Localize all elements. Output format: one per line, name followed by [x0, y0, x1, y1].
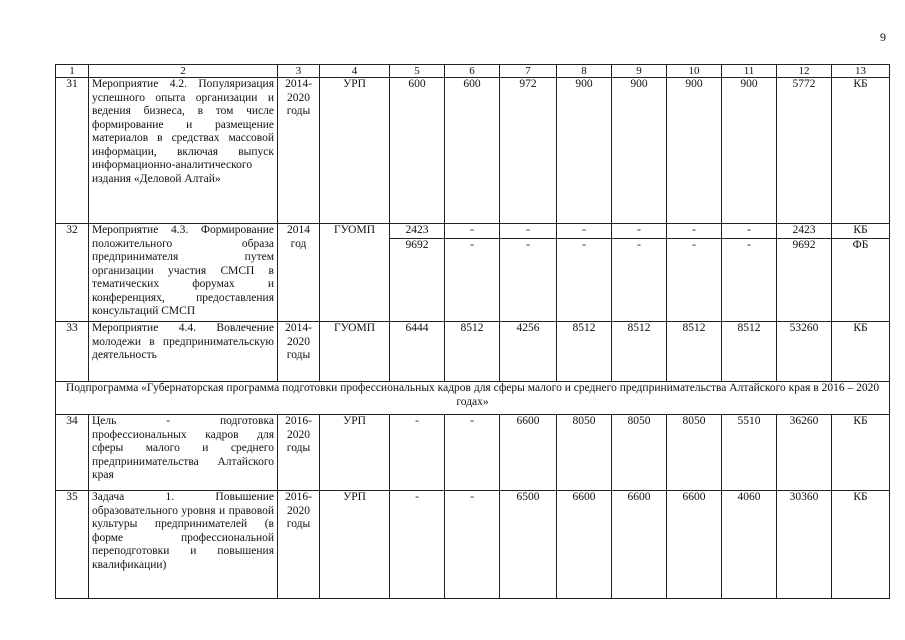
column-header: 10: [667, 65, 722, 78]
column-header: 1: [56, 65, 89, 78]
value-line: -: [612, 238, 666, 253]
funding-source: КБ: [832, 491, 890, 599]
activity-description: Мероприятие 4.4. Вовлечение молодежи в предпринимательскую деятельность: [89, 322, 278, 382]
value-cell: 972: [500, 78, 557, 224]
column-number-row: [56, 65, 890, 78]
value-line: -: [722, 238, 776, 253]
period: 2014-2020 годы: [278, 78, 320, 224]
value-cell: 8512: [445, 322, 500, 382]
value-cell: 4256: [500, 322, 557, 382]
source-line: КБ: [853, 224, 868, 236]
value-line: -: [692, 224, 696, 236]
column-header: 11: [722, 65, 777, 78]
value-cell: 8050: [667, 415, 722, 491]
value-cell: 900: [557, 78, 612, 224]
value-line: -: [500, 238, 556, 253]
value-cell: [390, 224, 445, 322]
value-cell: 8512: [667, 322, 722, 382]
value-line: -: [667, 238, 721, 253]
value-cell: 900: [667, 78, 722, 224]
value-cell: [557, 224, 612, 322]
value-cell: 8512: [722, 322, 777, 382]
total-line: 2423: [792, 224, 816, 236]
value-line: -: [470, 224, 474, 236]
value-cell: [445, 224, 500, 322]
value-cell: [667, 224, 722, 322]
value-cell: [500, 224, 557, 322]
activity-description: Цель - подготовка профессиональных кадров для сферы малого и среднего предпринимательства Алтайского края: [89, 415, 278, 491]
table-row: [56, 415, 890, 491]
value-cell: 600: [390, 78, 445, 224]
value-cell: -: [390, 415, 445, 491]
funding-source: КБ: [832, 415, 890, 491]
source-line: ФБ: [832, 238, 889, 253]
total-cell: [777, 224, 832, 322]
funding-source: КБ: [832, 78, 890, 224]
value-line: -: [747, 224, 751, 236]
program-table: [55, 64, 890, 599]
value-line: -: [526, 224, 530, 236]
row-number: 34: [56, 415, 89, 491]
column-header: 12: [777, 65, 832, 78]
value-cell: 900: [612, 78, 667, 224]
page-number: 9: [880, 30, 886, 44]
value-cell: 900: [722, 78, 777, 224]
table-row: [56, 78, 890, 224]
executor: УРП: [320, 78, 390, 224]
row-number: 33: [56, 322, 89, 382]
value-line: -: [557, 238, 611, 253]
total-cell: 36260: [777, 415, 832, 491]
table-row: [56, 224, 890, 322]
table-row: [56, 322, 890, 382]
value-cell: 600: [445, 78, 500, 224]
value-cell: 8050: [557, 415, 612, 491]
value-line: -: [582, 224, 586, 236]
subprogram-title: Подпрограмма «Губернаторская программа подготовки профессиональных кадров для сферы малого и среднего предпринимательства Алтайского края в 2016 – 2020 годах»: [56, 382, 890, 415]
period: 2014 год: [278, 224, 320, 322]
value-cell: -: [445, 491, 500, 599]
value-line: 9692: [390, 238, 444, 253]
value-cell: [722, 224, 777, 322]
column-header: 6: [445, 65, 500, 78]
period: 2014-2020 годы: [278, 322, 320, 382]
executor: УРП: [320, 415, 390, 491]
value-cell: 6600: [667, 491, 722, 599]
total-cell: 30360: [777, 491, 832, 599]
period: 2016-2020 годы: [278, 491, 320, 599]
column-header: 4: [320, 65, 390, 78]
activity-description: Задача 1. Повышение образовательного уровня и правовой культуры предпринимателей (в форме профессиональной переподготовки и повышения квалификации): [89, 491, 278, 599]
activity-description: Мероприятие 4.2. Популяризация успешного опыта организации и ведения бизнеса, в том числе формирование и размещение материалов в средствах массовой информации, включая выпуск информационно-аналитического издания «Деловой Алтай»: [89, 78, 278, 224]
value-line: -: [637, 224, 641, 236]
executor: ГУОМП: [320, 224, 390, 322]
funding-source: [832, 224, 890, 322]
period: 2016-2020 годы: [278, 415, 320, 491]
column-header: 13: [832, 65, 890, 78]
executor: ГУОМП: [320, 322, 390, 382]
value-cell: -: [445, 415, 500, 491]
row-number: 32: [56, 224, 89, 322]
value-cell: 4060: [722, 491, 777, 599]
activity-description: Мероприятие 4.3. Формирование положительного образа предпринимателя путем организации участия СМСП в тематических форумах и конференциях, предоставления консультаций СМСП: [89, 224, 278, 322]
total-cell: 53260: [777, 322, 832, 382]
total-cell: 5772: [777, 78, 832, 224]
value-cell: -: [390, 491, 445, 599]
value-line: -: [445, 238, 499, 253]
table-row: [56, 491, 890, 599]
value-cell: 6500: [500, 491, 557, 599]
column-header: 9: [612, 65, 667, 78]
total-line: 9692: [777, 238, 831, 253]
value-cell: 8050: [612, 415, 667, 491]
value-cell: [612, 224, 667, 322]
subprogram-row: [56, 382, 890, 415]
value-cell: 6444: [390, 322, 445, 382]
column-header: 5: [390, 65, 445, 78]
column-header: 8: [557, 65, 612, 78]
value-cell: 5510: [722, 415, 777, 491]
funding-source: КБ: [832, 322, 890, 382]
column-header: 3: [278, 65, 320, 78]
value-line: 2423: [405, 224, 429, 236]
value-cell: 8512: [557, 322, 612, 382]
executor: УРП: [320, 491, 390, 599]
row-number: 31: [56, 78, 89, 224]
row-number: 35: [56, 491, 89, 599]
value-cell: 6600: [557, 491, 612, 599]
value-cell: 6600: [500, 415, 557, 491]
column-header: 7: [500, 65, 557, 78]
column-header: 2: [89, 65, 278, 78]
value-cell: 6600: [612, 491, 667, 599]
value-cell: 8512: [612, 322, 667, 382]
